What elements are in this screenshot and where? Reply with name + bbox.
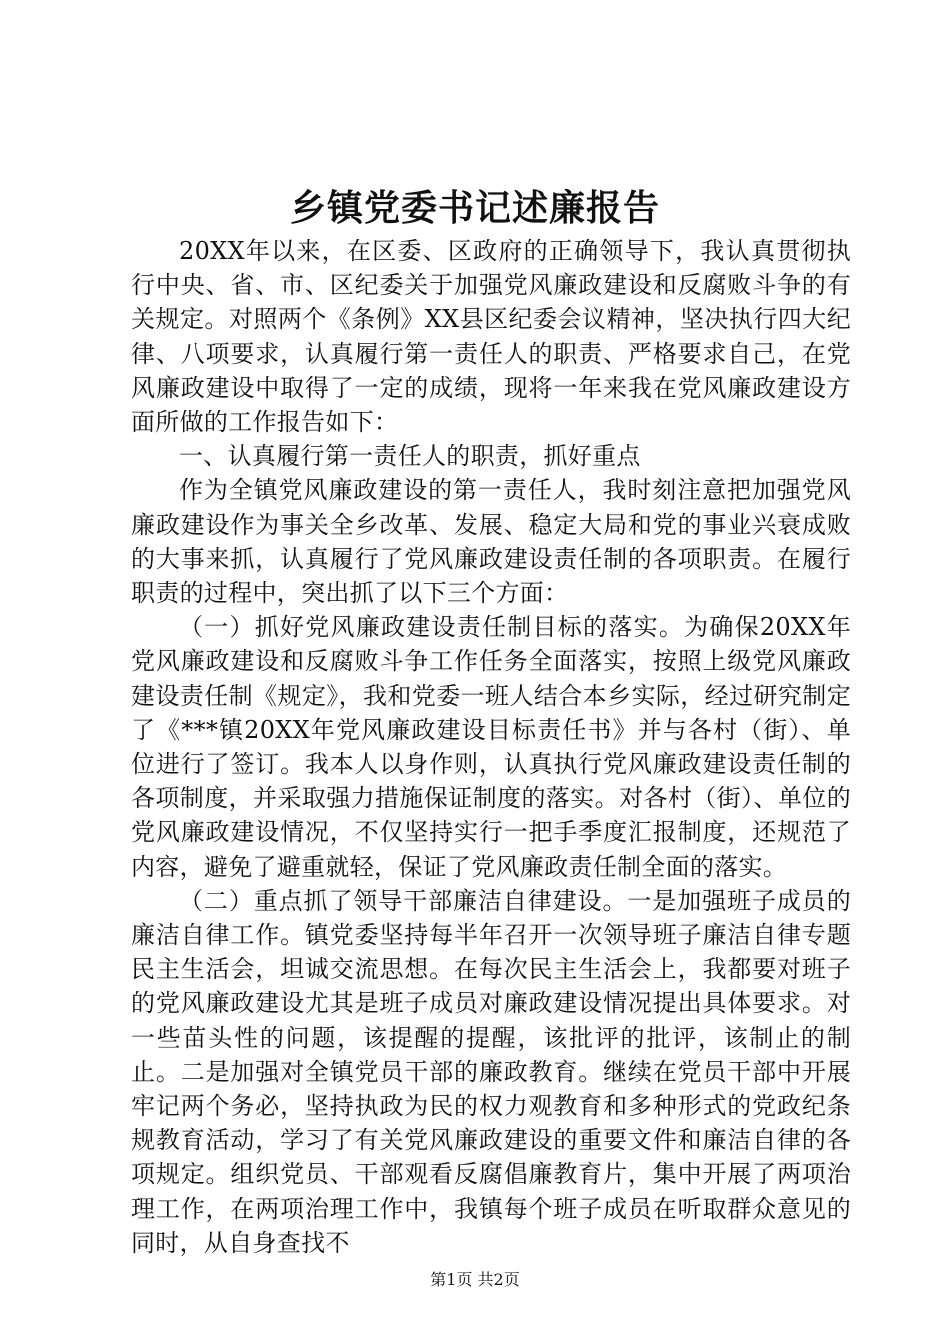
section-heading-1: 一、认真履行第一责任人的职责，抓好重点 [179,442,641,471]
paragraph-item-1: （一）抓好党风廉政建设责任制目标的落实。为确保20XX年党风廉政建设和反腐败斗争工作任务全面落实，按照上级党风廉政建设责任制《规定》，我和党委一班人结合本乡实际，经过研究制定了《***镇20XX年党风廉政建设目标责任书》并与各村（街）、单位进行了签订。我本人以身作则，认真执行党风廉政建设责任制的各项制度，并采取强力措施保证制度的落实。对各村（街）、单位的党风廉政建设情况，不仅坚持实行一把手季度汇报制度，还规范了内容，避免了避重就轻，保证了党风廉政责任制全面的落实。 [131,613,851,881]
page-number-footer: 第1页 共2页 [430,1270,520,1289]
paragraph-item-2: （二）重点抓了领导干部廉洁自律建设。一是加强班子成员的廉洁自律工作。镇党委坚持每半年召开一次领导班子廉洁自律专题民主生活会，坦诚交流思想。在每次民主生活会上，我都要对班子的党风廉政建设尤其是班子成员对廉政建设情况提出具体要求。对一些苗头性的问题，该提醒的提醒，该批评的批评，该制止的制止。二是加强对全镇党员干部的廉政教育。继续在党员干部中开展牢记两个务必，坚持执政为民的权力观教育和多种形式的党政纪条规教育活动，学习了有关党风廉政建设的重要文件和廉洁自律的各项规定。组织党员、干部观看反腐倡廉教育片，集中开展了两项治理工作，在两项治理工作中，我镇每个班子成员在听取群众意见的同时，从自身查找不 [131,886,851,1257]
paragraph-section-1-intro: 作为全镇党风廉政建设的第一责任人，我时刻注意把加强党风廉政建设作为事关全乡改革、发展、稳定大局和党的事业兴衰成败的大事来抓，认真履行了党风廉政建设责任制的各项职责。在履行职责的过程中，突出抓了以下三个方面： [131,476,851,608]
document-body [131,234,851,1260]
paragraph-intro: 20XX年以来，在区委、区政府的正确领导下，我认真贯彻执行中央、省、市、区纪委关于加强党风廉政建设和反腐败斗争的有关规定。对照两个《条例》XX县区纪委会议精神，坚决执行四大纪律、八项要求，认真履行第一责任人的职责、严格要求自己，在党风廉政建设中取得了一定的成绩，现将一年来我在党风廉政建设方面所做的工作报告如下： [131,237,851,437]
document-title: 乡镇党委书记述廉报告 [289,187,660,229]
